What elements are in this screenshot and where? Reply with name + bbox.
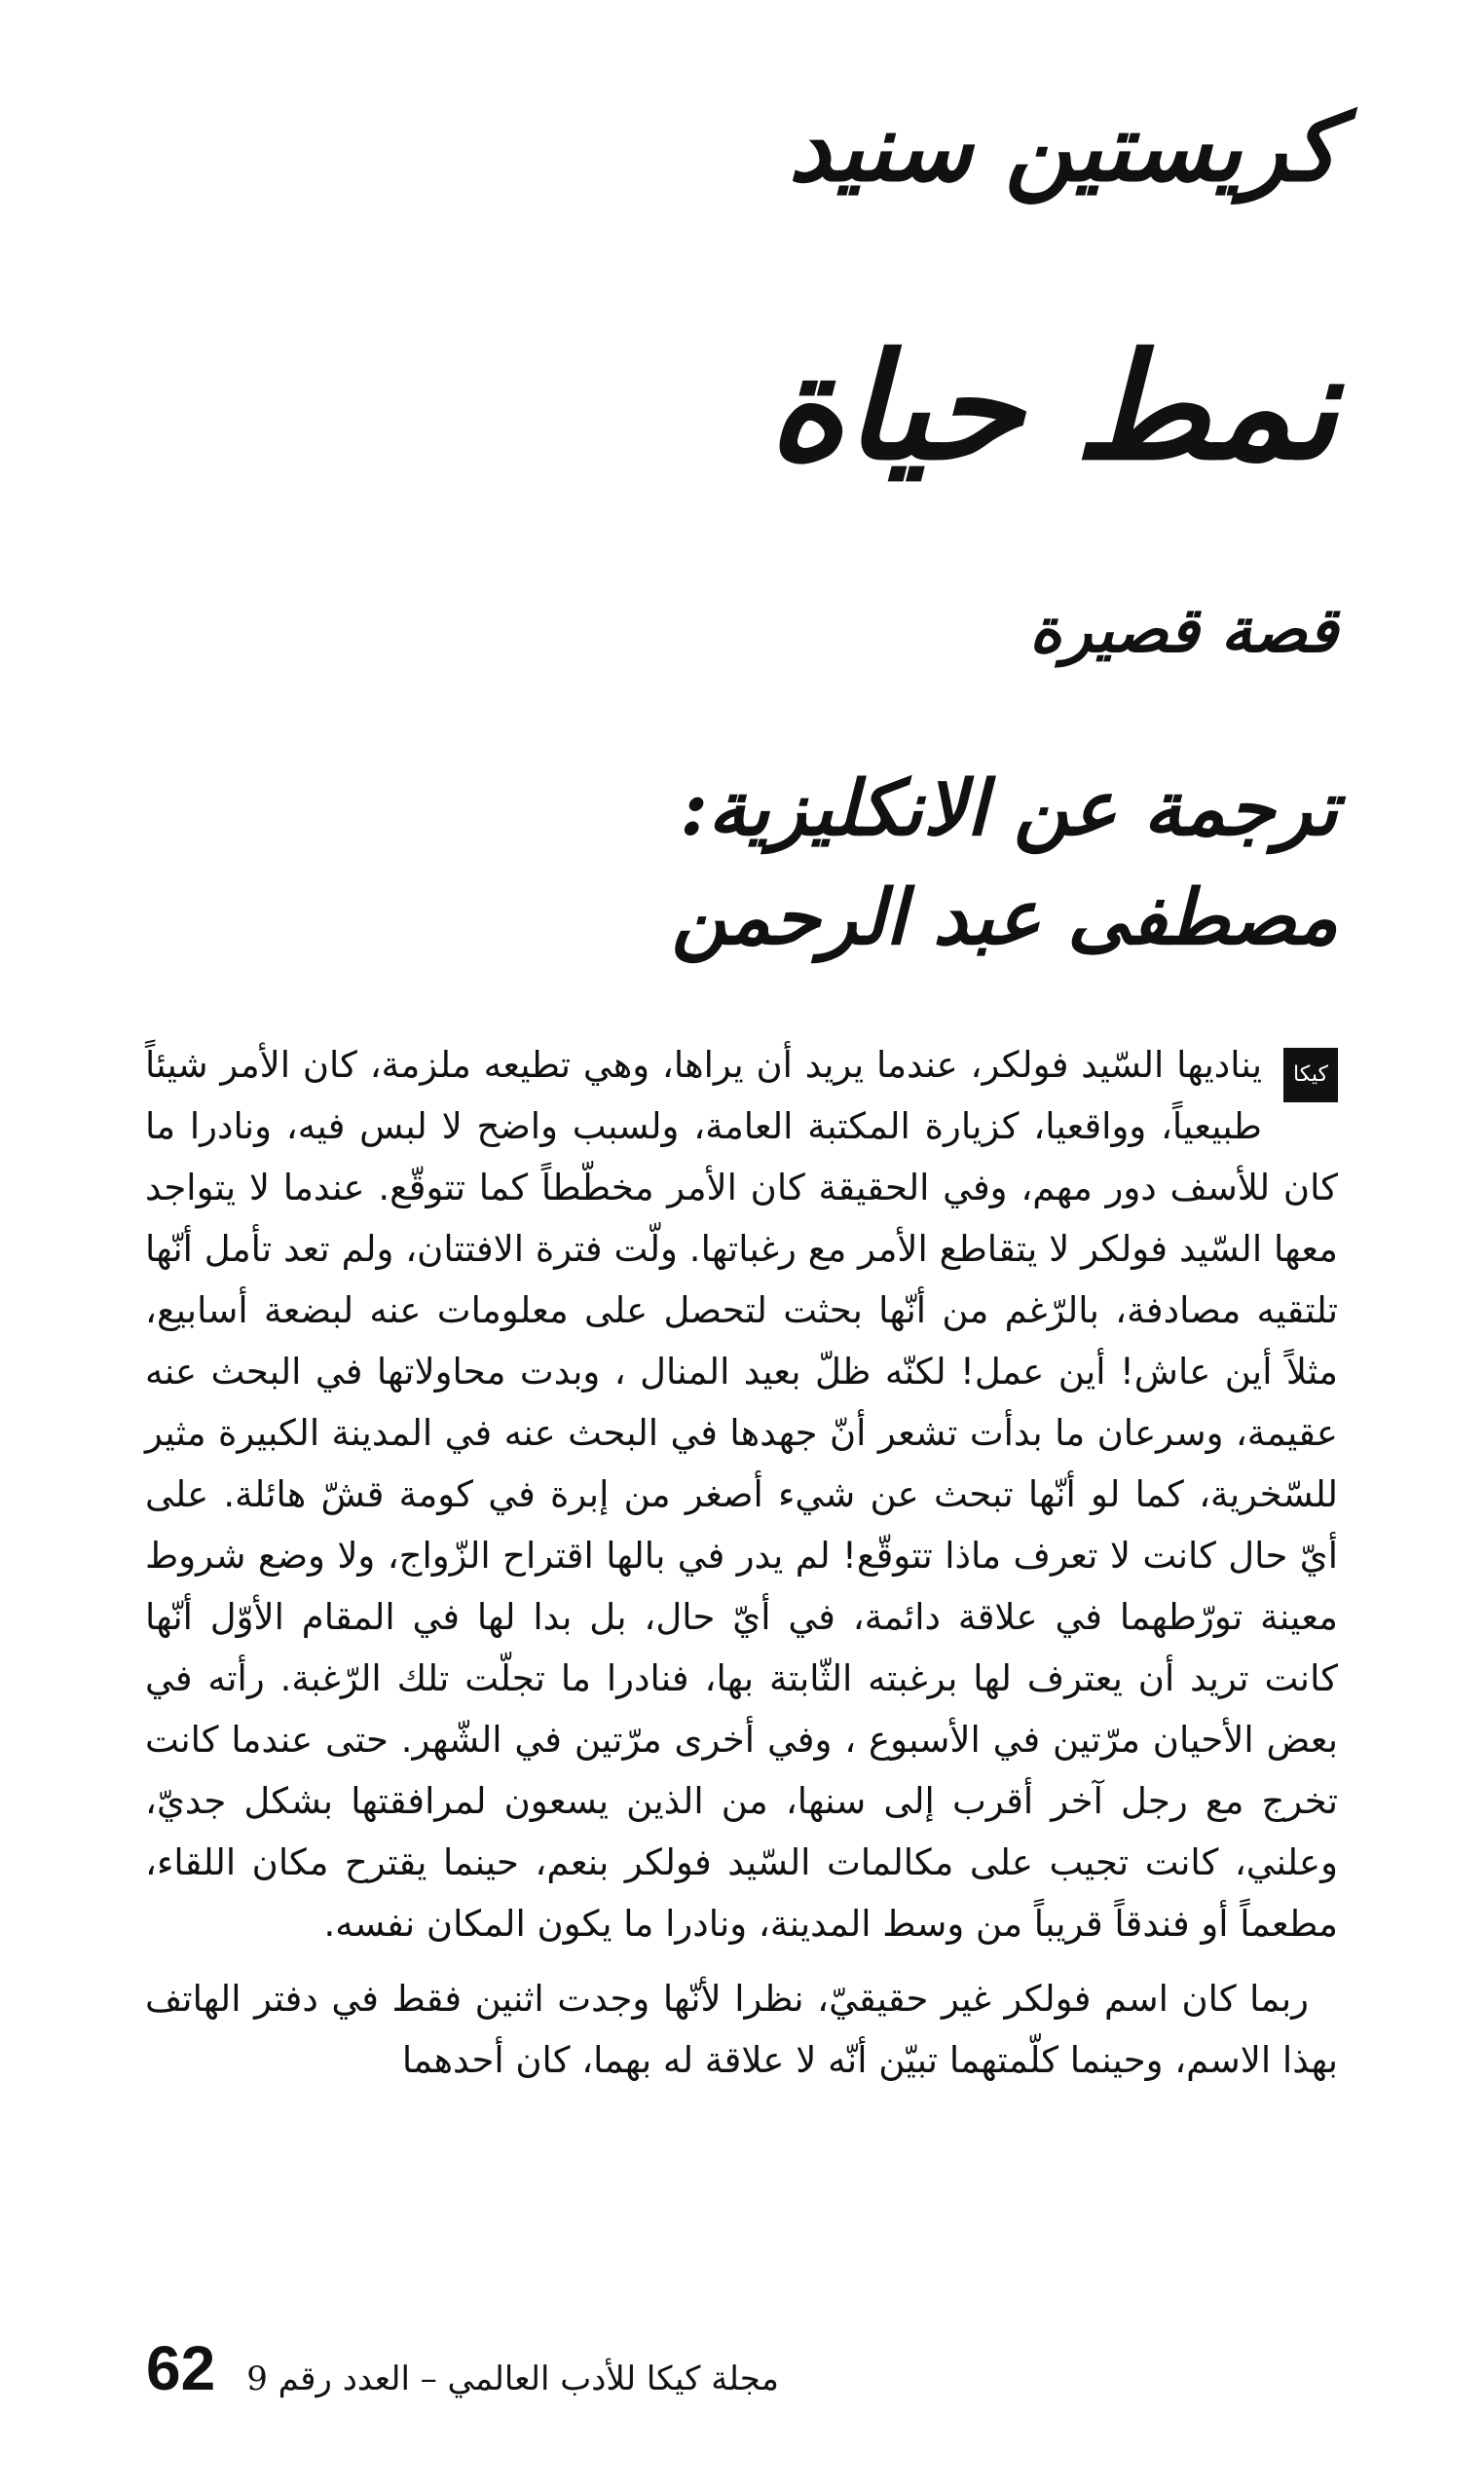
paragraph-1-text: يناديها السّيد فولكر، عندما يريد أن يراها، وهي تطيعه ملزمة، كان الأمر شيئاً طبيعياً، وواقعيا، كزيارة المكتبة العامة، ولسبب واضح لا لبس فيه، ونادرا ما كان للأسف دور مهم، وفي الحقيقة كان الأمر مخطّطاً كما تتوقّع. عندما لا يتواجد معها السّيد فولكر لا يتقاطع الأمر مع رغباتها. ولّت فترة الافتتان، ولم تعد تأمل أنّها تلتقيه مصادفة، بالرّغم من أنّها بحثت لتحصل على معلومات عنه لبضعة أسابيع، مثلاً أين عاش! أين عمل! لكنّه ظلّ بعيد المنال ، وبدت محاولاتها في البحث عنه عقيمة، وسرعان ما بدأت تشعر أنّ جهدها في البحث عنه في المدينة الكبيرة مثير للسّخرية، كما لو أنّها تبحث عن شيء أصغر من إبرة في كومة قشّ هائلة. على أيّ حال كانت لا تعرف ماذا تتوقّع! لم يدر في بالها اقتراح الزّواج، ولا وضع شروط معينة تورّطهما في علاقة دائمة، في أيّ حال، بل بدا لها في المقام الأوّل أنّها كانت تريد أن يعترف لها برغبته الثّابتة بها، فنادرا ما تجلّت تلك الرّغبة. رأته في بعض الأحيان مرّتين في الأسبوع ، وفي أخرى مرّتين في الشّهر. حتى عندما كانت تخرج مع رجل آخر أقرب إلى سنها، من الذين يسعون لمرافقتها بشكل جديّ، وعلني، كانت تجيب على مكالمات السّيد فولكر بنعم، حينما يقترح مكان اللقاء، مطعماً أو فندقاً قريباً من وسط المدينة، ونادرا ما يكون المكان نفسه. xyxy=(145,1044,1338,1945)
page-number: 62 xyxy=(146,2333,216,2403)
story-title: نمط حياة xyxy=(767,321,1338,493)
paragraph-1 xyxy=(145,1034,1338,1954)
translation-credit xyxy=(672,755,1338,973)
translation-label: ترجمة عن الانكليزية: xyxy=(680,764,1338,853)
kika-logo-badge: كيكا xyxy=(1283,1048,1338,1102)
story-subtitle: قصة قصيرة xyxy=(1029,594,1338,667)
paragraph-2: ربما كان اسم فولكر غير حقيقيّ، نظرا لأنّها وجدت اثنين فقط في دفتر الهاتف بهذا الاسم، وحينما كلّمتهما تبيّن أنّه لا علاقة له بهما، كان أحدهما xyxy=(145,1978,1338,2081)
article-body xyxy=(145,1034,1338,2091)
translator-name: مصطفى عبد الرحمن xyxy=(671,873,1338,962)
author-name: كريستين سنيد xyxy=(788,93,1338,203)
page-footer xyxy=(146,2332,779,2404)
journal-name: مجلة كيكا للأدب العالمي – العدد رقم 9 xyxy=(246,2359,779,2398)
